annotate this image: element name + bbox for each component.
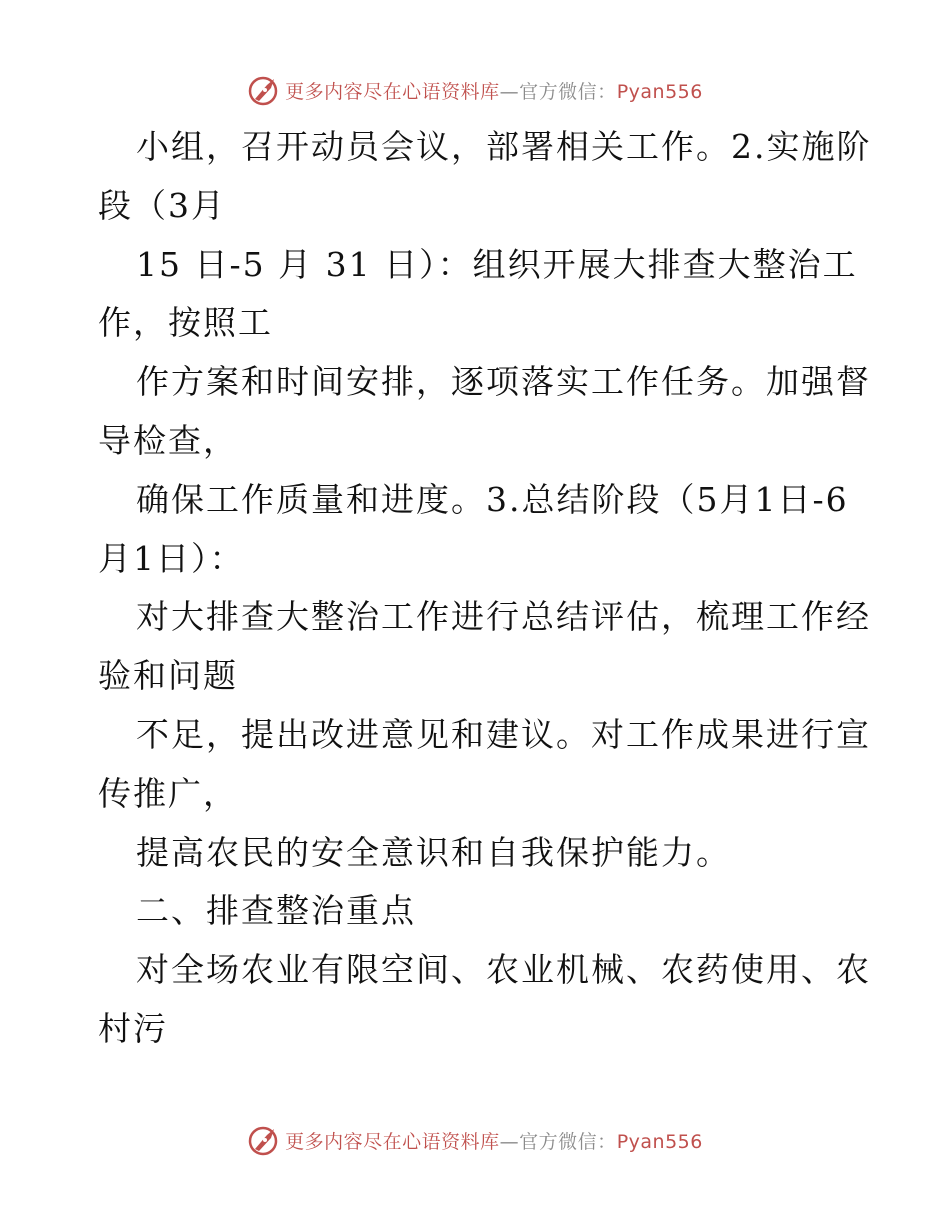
body-line: 作方案和时间安排，逐项落实工作任务。加强督 — [136, 362, 871, 402]
footer-watermark — [0, 1120, 950, 1160]
body-line: 对全场农业有限空间、农业机械、农药使用、农 — [136, 950, 871, 990]
body-line: 小组，召开动员会议，部署相关工作。2.实施阶 — [136, 127, 872, 166]
body-line: 月1日）： — [98, 538, 245, 578]
body-line: 15 日-5 月 31 日）：组织开展大排查大整治工 — [136, 244, 858, 284]
body-line: 村污 — [98, 1008, 168, 1048]
pen-nib-logo-icon — [247, 73, 281, 107]
section-heading: 二、排查整治重点 — [136, 891, 416, 931]
watermark-text: 更多内容尽在心语资料库—官方微信：Pyan556 — [285, 80, 703, 103]
document-body — [98, 118, 872, 1059]
body-line: 对大排查大整治工作进行总结评估，梳理工作经 — [136, 597, 871, 637]
body-line: 传推广， — [98, 773, 238, 813]
watermark-text: 更多内容尽在心语资料库—官方微信：Pyan556 — [285, 1130, 703, 1153]
body-line: 段（3月 — [98, 185, 226, 225]
pen-nib-logo-icon — [247, 1123, 281, 1157]
body-line: 导检查， — [98, 420, 238, 460]
body-line: 验和问题 — [98, 656, 238, 696]
body-line: 不足，提出改进意见和建议。对工作成果进行宣 — [136, 714, 871, 754]
body-line: 作，按照工 — [98, 303, 273, 343]
body-line: 提高农民的安全意识和自我保护能力。 — [136, 832, 731, 872]
header-watermark — [0, 70, 950, 110]
body-line: 确保工作质量和进度。3.总结阶段（5月1日-6 — [136, 479, 849, 519]
